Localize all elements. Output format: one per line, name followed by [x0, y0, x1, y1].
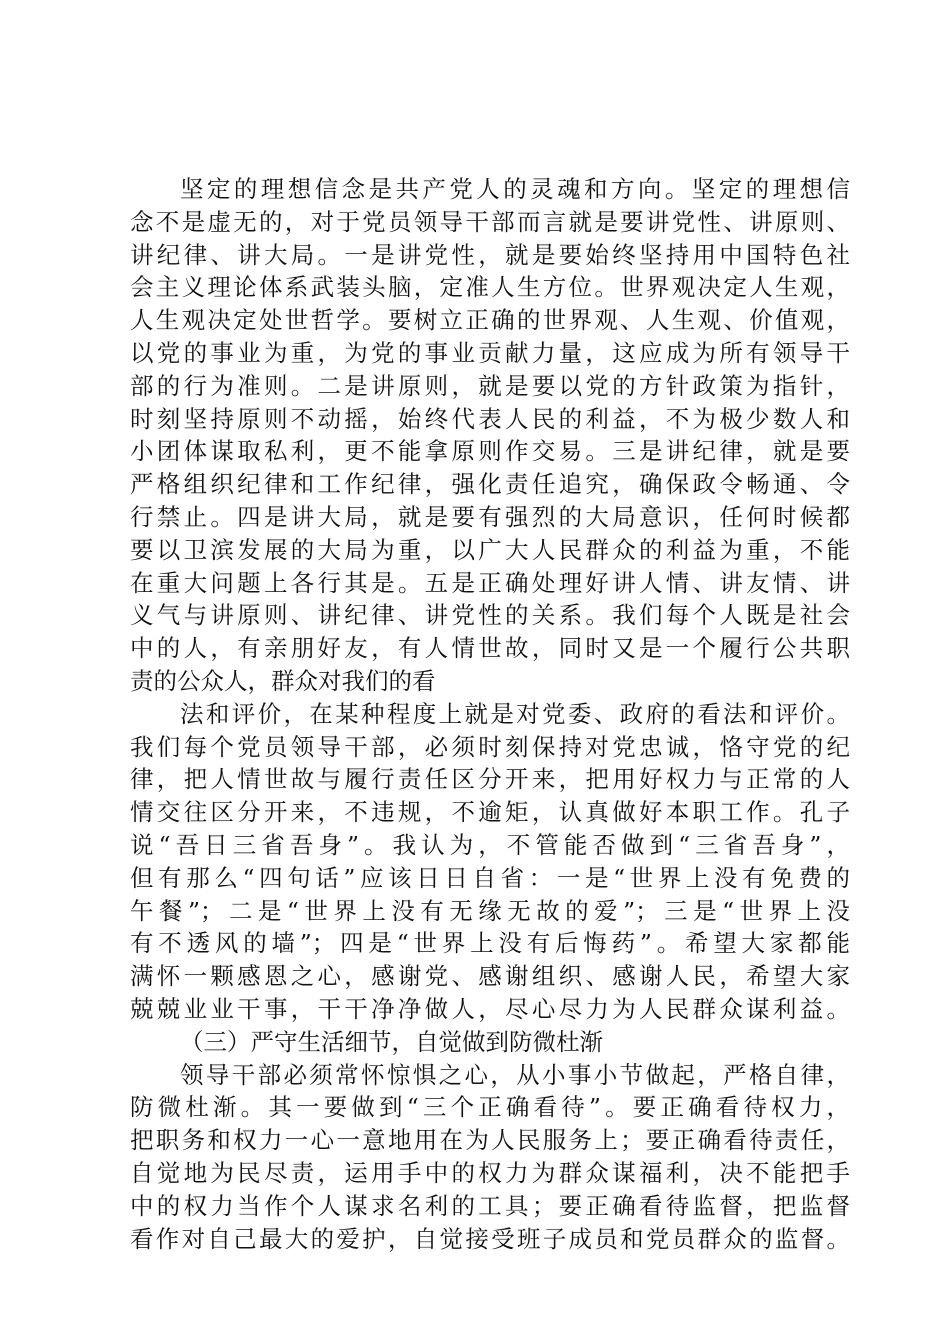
text-line: 但有那么“四句话”应该日日自省：一是“世界上没有免费的	[130, 863, 850, 892]
text-line: 中的人，有亲朋好友，有人情世故，同时又是一个履行公共职	[130, 634, 850, 663]
text-line: 讲纪律、讲大局。一是讲党性，就是要始终坚持用中国特色社	[130, 240, 850, 269]
text-line: 有不透风的墙”；四是“世界上没有后悔药”。希望大家都能	[130, 929, 850, 958]
text-line: 午餐”；二是“世界上没有无缘无故的爱”；三是“世界上没	[130, 896, 850, 925]
text-line: （三）严守生活细节，自觉做到防微杜渐	[180, 1027, 603, 1056]
text-line: 领导干部必须常怀惊惧之心，从小事小节做起，严格自律，	[180, 1060, 850, 1089]
text-line: 看作对自己最大的爱护，自觉接受班子成员和党员群众的监督。	[130, 1224, 850, 1253]
text-line: 严格组织纪律和工作纪律，强化责任追究，确保政令畅通、令	[130, 470, 850, 499]
text-line: 人生观决定处世哲学。要树立正确的世界观、人生观、价值观，	[130, 306, 850, 335]
text-line: 以党的事业为重，为党的事业贡献力量，这应成为所有领导干	[130, 338, 850, 367]
document-body	[130, 173, 850, 1255]
text-line: 自觉地为民尽责，运用手中的权力为群众谋福利，决不能把手	[130, 1158, 850, 1187]
text-line: 防微杜渐。其一要做到“三个正确看待”。要正确看待权力，	[130, 1093, 850, 1122]
text-line: 行禁止。四是讲大局，就是要有强烈的大局意识，任何时候都	[130, 502, 850, 531]
text-line: 我们每个党员领导干部，必须时刻保持对党忠诚，恪守党的纪	[130, 732, 850, 761]
text-line: 责的公众人，群众对我们的看	[130, 666, 436, 695]
text-line: 时刻坚持原则不动摇，始终代表人民的利益，不为极少数人和	[130, 404, 850, 433]
text-line: 念不是虚无的，对于党员领导干部而言就是要讲党性、讲原则、	[130, 207, 850, 236]
text-line: 小团体谋取私利，更不能拿原则作交易。三是讲纪律，就是要	[130, 437, 850, 466]
text-line: 要以卫滨发展的大局为重，以广大人民群众的利益为重，不能	[130, 535, 850, 564]
text-line: 义气与讲原则、讲纪律、讲党性的关系。我们每个人既是社会	[130, 601, 850, 630]
text-line: 满怀一颗感恩之心，感谢党、感谢组织、感谢人民，希望大家	[130, 962, 850, 991]
text-line: 在重大问题上各行其是。五是正确处理好讲人情、讲友情、讲	[130, 568, 850, 597]
text-line: 把职务和权力一心一意地用在为人民服务上；要正确看待责任，	[130, 1126, 850, 1155]
text-line: 会主义理论体系武装头脑，定准人生方位。世界观决定人生观，	[130, 273, 850, 302]
text-line: 律，把人情世故与履行责任区分开来，把用好权力与正常的人	[130, 765, 850, 794]
text-line: 说“吾日三省吾身”。我认为，不管能否做到“三省吾身”，	[130, 830, 850, 859]
text-line: 部的行为准则。二是讲原则，就是要以党的方针政策为指针，	[130, 371, 850, 400]
text-line: 坚定的理想信念是共产党人的灵魂和方向。坚定的理想信	[180, 175, 850, 203]
text-line: 兢兢业业干事，干干净净做人，尽心尽力为人民群众谋利益。	[130, 994, 850, 1023]
text-line: 中的权力当作个人谋求名利的工具；要正确看待监督，把监督	[130, 1191, 850, 1220]
text-line: 情交往区分开来，不违规，不逾矩，认真做好本职工作。孔子	[130, 798, 850, 827]
text-line: 法和评价，在某种程度上就是对党委、政府的看法和评价。	[180, 699, 850, 728]
